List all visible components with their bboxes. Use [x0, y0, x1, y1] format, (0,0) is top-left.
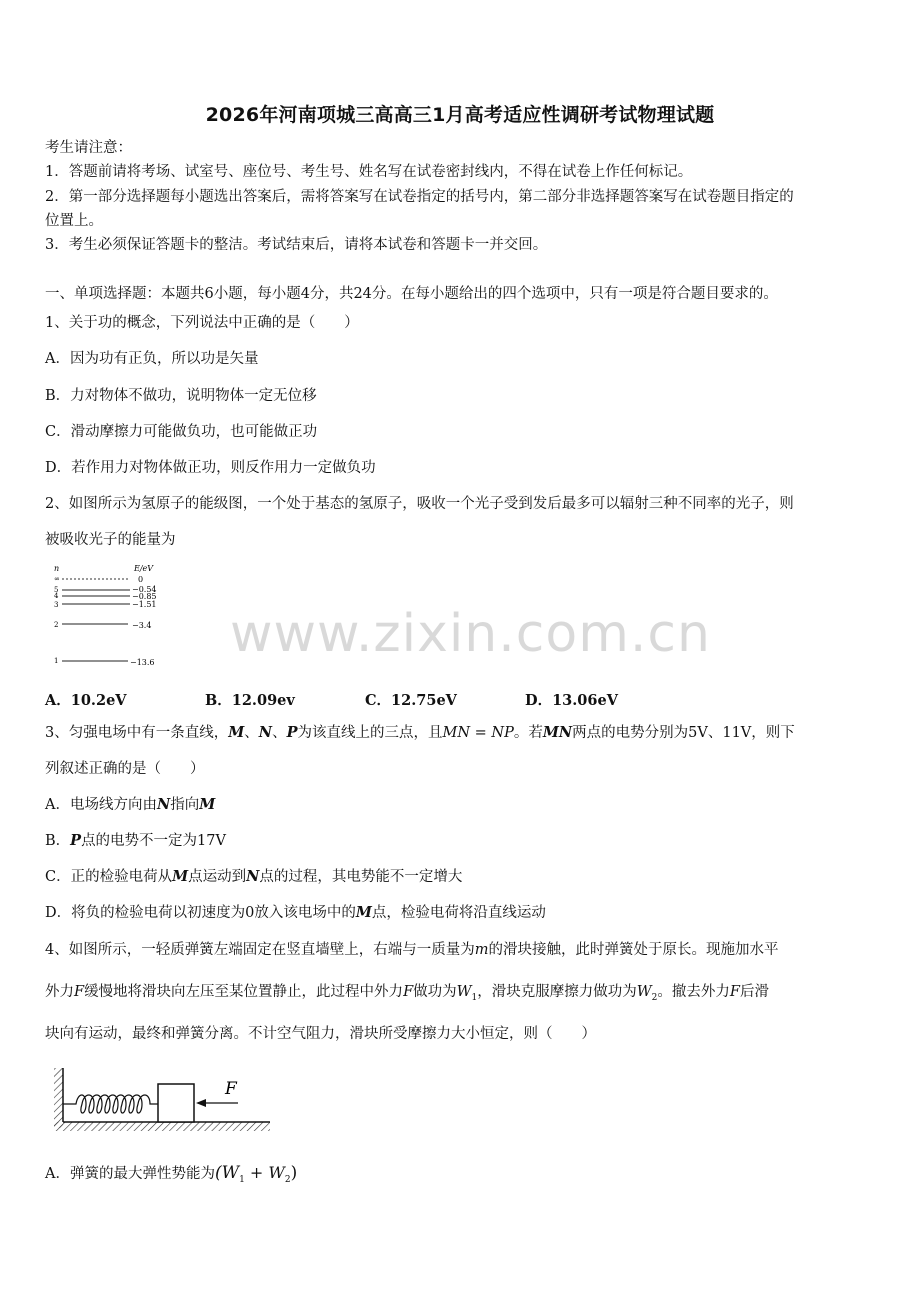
q4-text: 做功为 [413, 984, 457, 1000]
level-e-1: −13.6 [130, 658, 155, 667]
q3d-text: D．将负的检验电荷以初速度为0放入该电场中的 [45, 905, 356, 921]
q3d-var-m: M [355, 904, 372, 921]
q3-var-n: N [258, 724, 273, 741]
q4-var-w: W [636, 984, 652, 1000]
level-e-inf: 0 [138, 575, 144, 584]
q4-text: ，滑块克服摩擦力做功为 [477, 984, 637, 1000]
q3c-text: 点的过程，其电势能不一定增大 [259, 869, 463, 885]
diagram-e-label: E/eV [134, 564, 154, 573]
q3-text: 、 [272, 725, 287, 741]
wall-hatch [54, 1068, 63, 1128]
q4a-sub: 2 [284, 1174, 291, 1185]
q3a-text: 指向 [170, 797, 200, 813]
q2-stem-line2: 被吸收光子的能量为 [45, 532, 176, 548]
q3-stem-line2: 列叙述正确的是（ ） [45, 761, 205, 777]
notice-item-3: 3．考生必须保证答题卡的整洁。考试结束后，请将本试卷和答题卡一并交回。 [45, 237, 548, 253]
notice-heading: 考生请注意： [45, 140, 132, 156]
level-e-2: −3.4 [132, 621, 152, 630]
notice-item-2-cont: 位置上。 [45, 213, 103, 229]
q4a-text: A．弹簧的最大弹性势能为 [45, 1166, 215, 1182]
q3c-text: C．正的检验电荷从 [45, 869, 173, 885]
q4a-sub: 1 [239, 1174, 245, 1185]
q3c-var-n: N [246, 868, 260, 885]
q4-var-f: F [403, 984, 414, 1000]
q3-var-p: P [286, 724, 298, 741]
q1-option-a: A．因为功有正负，所以功是矢量 [45, 351, 259, 367]
force-label: F [225, 1079, 237, 1099]
level-n-5: 5 [54, 586, 59, 594]
q3-text: 。若 [513, 725, 543, 741]
q3-option-b [45, 831, 885, 851]
q4-text: 缓慢地将滑块向左压至某位置静止，此过程中外力 [84, 984, 404, 1000]
level-e-3: −1.51 [132, 600, 157, 609]
q4-var-f: F [74, 984, 85, 1000]
level-n-inf: ∞ [54, 575, 60, 583]
q1-option-b: B．力对物体不做功，说明物体一定无位移 [45, 388, 317, 404]
q3-option-a [45, 795, 885, 815]
level-e-4: −0.85 [132, 592, 157, 601]
level-n-3: 3 [54, 601, 59, 609]
q3d-text: 点，检验电荷将沿直线运动 [371, 905, 546, 921]
q4-text: 外力 [45, 984, 74, 1000]
energy-level-diagram [50, 562, 170, 674]
spring [63, 1095, 158, 1113]
notice-item-2: 2．第一部分选择题每小题选出答案后，需将答案写在试卷指定的括号内，第二部分非选择题答案写在试卷题目指定的 [45, 189, 794, 205]
q4-sub: 2 [651, 992, 658, 1003]
q4-var-f: F [729, 984, 740, 1000]
q3-var-np: NP [491, 725, 514, 741]
level-n-2: 2 [54, 621, 59, 629]
q3-option-d [45, 903, 885, 923]
q4a-expr: (W [214, 1163, 240, 1183]
q3-text: 两点的电势分别为5V、11V，则下 [572, 725, 795, 741]
q1-option-d: D．若作用力对物体做正功，则反作用力一定做负功 [45, 460, 376, 476]
q3-text: 3、匀强电场中有一条直线， [45, 725, 229, 741]
q2-stem-line1: 2、如图所示为氢原子的能级图，一个处于基态的氢原子，吸收一个光子受到发后最多可以辐射三种不同率的光子，则 [45, 496, 794, 512]
q2-option-b: B．12.09ev [205, 692, 295, 709]
q3-var-mn-bold: MN [542, 724, 573, 741]
diagram-n-label: n [54, 564, 60, 573]
q4-option-a [45, 1163, 885, 1190]
q3-var-mn: MN [442, 725, 471, 741]
q3-text: 为该直线上的三点，且 [297, 725, 443, 741]
q4-text: 后滑 [739, 984, 769, 1000]
q3-stem-line1 [45, 723, 885, 743]
floor-hatch [54, 1122, 270, 1131]
notice-item-1: 1．答题前请将考场、试室号、座位号、考生号、姓名写在试卷密封线内，不得在试卷上作任何标记。 [45, 164, 693, 180]
level-n-4: 4 [54, 592, 59, 600]
q4-sub: 1 [471, 992, 478, 1003]
q3-text: 、 [244, 725, 259, 741]
q4-text: 。撤去外力 [657, 984, 730, 1000]
q3c-text: 点运动到 [188, 869, 247, 885]
q4-var-w: W [456, 984, 472, 1000]
q4-text: 的滑块接触，此时弹簧处于原长。现施加水平 [488, 942, 779, 958]
q3-eq: = [470, 725, 492, 741]
block [158, 1084, 194, 1122]
q4a-expr: + W [244, 1163, 285, 1182]
q3b-text: B． [45, 833, 71, 849]
level-e-5: −0.54 [132, 585, 157, 594]
force-arrow-head [196, 1099, 206, 1107]
q2-option-d: D．13.06eV [525, 692, 618, 709]
q4a-expr: ) [290, 1163, 298, 1183]
q3-var-m: M [228, 724, 245, 741]
q3-option-c [45, 867, 885, 887]
q4-text: 4、如图所示，一轻质弹簧左端固定在竖直墙壁上，右端与一质量为 [45, 942, 475, 958]
watermark: www.zixin.com.cn [230, 604, 711, 664]
q3a-text: A．电场线方向由 [45, 797, 157, 813]
spring-block-diagram [52, 1064, 274, 1136]
page-title: 2026年河南项城三高高三1月高考适应性调研考试物理试题 [205, 104, 715, 126]
q2-option-c: C．12.75eV [365, 692, 457, 709]
q3a-var-m: M [199, 796, 216, 813]
level-n-1: 1 [54, 657, 59, 665]
q3b-text: 点的电势不一定为17V [81, 833, 226, 849]
q3c-var-m: M [172, 868, 189, 885]
q4-stem-line1 [45, 940, 885, 960]
q4-var-m: m [474, 942, 489, 958]
q3a-var-n: N [156, 796, 171, 813]
q3b-var-p: P [70, 832, 82, 849]
q1-option-c: C．滑动摩擦力可能做负功，也可能做正功 [45, 424, 318, 440]
q2-option-a: A．10.2eV [45, 692, 127, 709]
q1-stem: 1、关于功的概念，下列说法中正确的是（ ） [45, 315, 359, 331]
section-heading: 一、单项选择题：本题共6小题，每小题4分，共24分。在每小题给出的四个选项中，只有一项是符合题目要求的。 [45, 286, 778, 302]
q4-stem-line3: 块向有运动，最终和弹簧分离。不计空气阻力，滑块所受摩擦力大小恒定，则（ ） [45, 1026, 596, 1042]
q4-stem-line2 [45, 982, 885, 1008]
